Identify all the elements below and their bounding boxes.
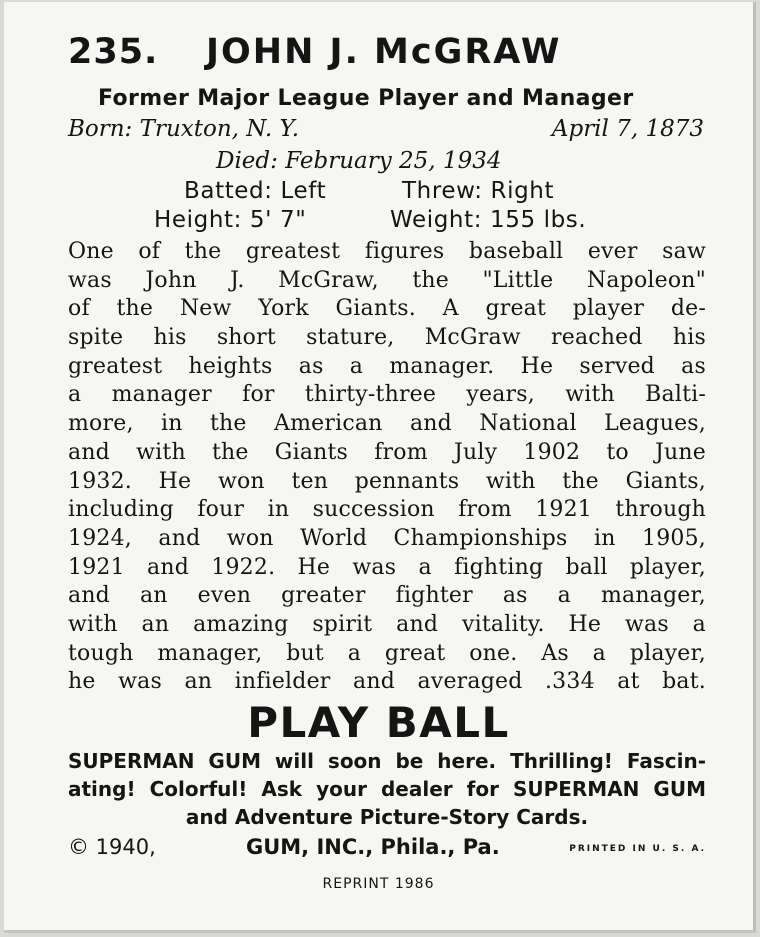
bio-line: One of the greatest figures baseball ever saw xyxy=(68,239,706,264)
bio-line: of the New York Giants. A great player de- xyxy=(68,296,706,322)
death-date: Died: February 25, 1934 xyxy=(216,148,502,174)
bio-line: greatest heights as a manager. He served as xyxy=(68,353,706,379)
bio-line: including four in succession from 1921 through xyxy=(68,497,706,523)
bio-line: 1924, and won World Championships in 1905, xyxy=(68,525,706,551)
promo-line: ating! Colorful! Ask your dealer for SUPERMAN GUM xyxy=(68,777,706,801)
reprint-note: REPRINT 1986 xyxy=(322,876,435,892)
bio-line: was John J. McGraw, the "Little Napoleon" xyxy=(68,267,706,293)
copyright: © 1940, xyxy=(68,835,156,859)
bio-line: and with the Giants from July 1902 to June xyxy=(68,439,706,465)
player-name: JOHN J. McGRAW xyxy=(206,32,562,72)
birthplace: Born: Truxton, N. Y. xyxy=(68,116,300,142)
bio-line: 1932. He won ten pennants with the Giants, xyxy=(68,468,706,494)
weight-stat: Weight: 155 lbs. xyxy=(390,207,587,233)
biography xyxy=(68,238,706,697)
birth-date: April 7, 1873 xyxy=(551,116,704,142)
threw-stat: Threw: Right xyxy=(402,178,555,204)
bio-line: he was an infielder and averaged .334 at bat. xyxy=(68,669,706,695)
bio-line: 1921 and 1922. He was a fighting ball player, xyxy=(68,554,706,580)
bio-line: a manager for thirty-three years, with Balti- xyxy=(68,382,706,408)
player-subtitle: Former Major League Player and Manager xyxy=(98,86,634,111)
card-title xyxy=(68,32,708,82)
bio-line: more, in the American and National Leagues, xyxy=(68,411,706,437)
promo-text xyxy=(68,747,706,831)
bio-line: spite his short stature, McGraw reached his xyxy=(68,325,706,351)
play-ball-heading: PLAY BALL xyxy=(247,698,510,747)
publisher: GUM, INC., Phila., Pa. xyxy=(246,835,500,859)
height-stat: Height: 5' 7" xyxy=(154,207,307,233)
card-number: 235. xyxy=(68,32,159,72)
bio-line: with an amazing spirit and vitality. He was a xyxy=(68,611,706,637)
card-footer xyxy=(68,835,706,865)
promo-line: and Adventure Picture-Story Cards. xyxy=(185,805,589,829)
batted-stat: Batted: Left xyxy=(184,178,327,204)
bio-line: and an even greater fighter as a manager, xyxy=(68,583,706,609)
printed-in-usa: PRINTED IN U. S. A. xyxy=(569,844,706,854)
baseball-card-back xyxy=(4,2,756,933)
birth-info xyxy=(68,116,704,146)
promo-line: SUPERMAN GUM will soon be here. Thrilling! Fascin- xyxy=(68,749,706,773)
bio-line: tough manager, but a great one. As a player, xyxy=(68,640,706,666)
